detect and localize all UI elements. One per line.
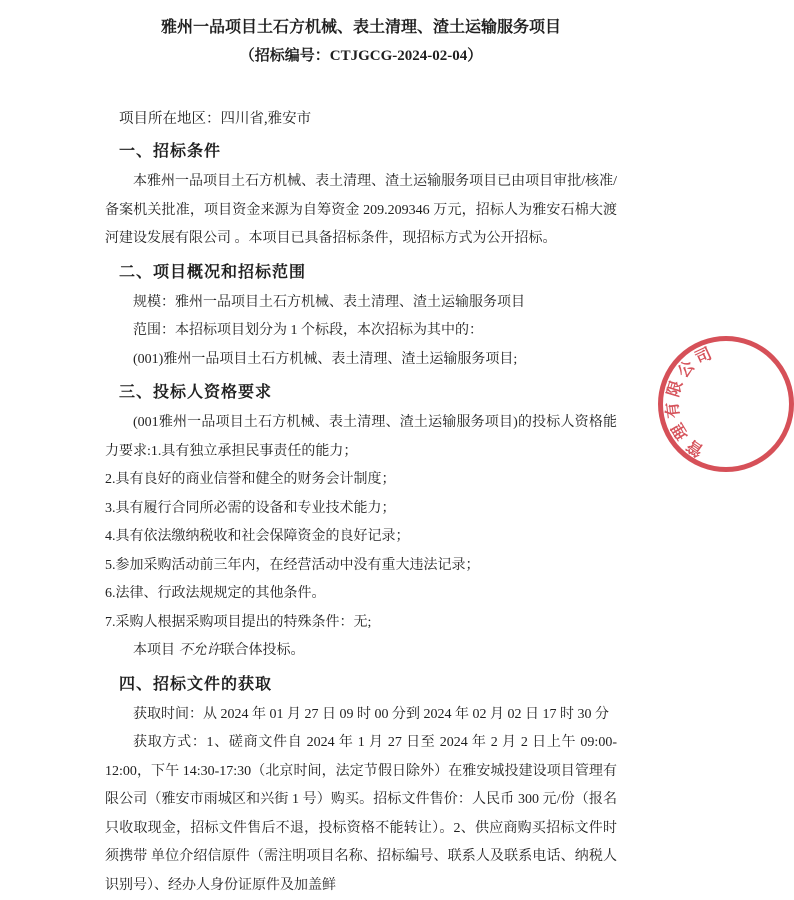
section-1-heading: 一、招标条件 [119, 143, 222, 160]
company-seal-char: 司 [692, 345, 715, 368]
company-seal-char: 理 [669, 420, 692, 443]
qualification-item-7: 7.采购人根据采购项目提出的特殊条件：无; [105, 614, 372, 630]
qualification-item-5: 5.参加采购活动前三年内，在经营活动中没有重大违法记录； [105, 557, 480, 573]
qualification-item-6: 6.法律、行政法规规定的其他条件。 [105, 586, 326, 601]
lot-001: (001)雅州一品项目土石方机械、表土清理、渣土运输服务项目; [133, 351, 518, 367]
company-seal-char: 管 [684, 435, 708, 459]
company-seal-char: 公 [674, 358, 699, 382]
qualification-item-4: 4.具有依法缴纳税收和社会保障资金的良好记录； [105, 529, 410, 544]
tender-number: （招标编号：CTJGCG-2024-02-04） [239, 48, 483, 64]
qualification-item-3: 3.具有履行合同所必需的设备和专业技术能力； [105, 500, 396, 516]
obtain-method: 获取方式：1、磋商文件自 2024 年 1 月 27 日至 2024 年 2 月 2 日上午 09:00-12:00，下午 14:30-17:30（北京时间，法定节假日除外）在雅安城投建设项目管理有限公司（雅安市雨城区和兴街 1 号）购买。招标文件售价：人民币 300 元/份（报名只收取现金，招标文件售后不退，投标资格不能转让）。2、供应商购买招标文件时须携带 单位介绍信原件（需注明项目名称、招标编号、联系人及联系电话、纳税人识别号）、经办人身份证原件及加盖鲜 [105, 735, 617, 893]
qualification-intro: (001雅州一品项目土石方机械、表土清理、渣土运输服务项目)的投标人资格能力要求:1.具有独立承担民事责任的能力； [105, 415, 617, 459]
section-1-body: 本雅州一品项目土石方机械、表土清理、渣土运输服务项目已由项目审批/核准/备案机关批准，项目资金来源为自筹资金 209.209346 万元，招标人为雅安石棉大渡河建设发展有限公司 。本项目已具备招标条件，现招标方式为公开招标。 [105, 174, 617, 246]
joint-bid-not-allowed: 不允许 [178, 643, 221, 658]
section-2-heading: 二、项目概况和招标范围 [119, 263, 307, 281]
obtain-time: 获取时间：从 2024 年 01 月 27 日 09 时 00 分到 2024 年 02 月 02 日 17 时 30 分 [133, 706, 609, 722]
joint-bid-prefix: 本项目 [133, 643, 179, 658]
document-title: 雅州一品项目土石方机械、表土清理、渣土运输服务项目 [160, 19, 561, 36]
section-4-heading: 四、招标文件的获取 [119, 675, 273, 693]
joint-bid-suffix: 联合体投标。 [220, 643, 305, 658]
project-location: 项目所在地区：四川省,雅安市 [119, 111, 312, 127]
section-3-heading: 三、投标人资格要求 [119, 384, 273, 401]
company-seal-char: 限 [665, 378, 686, 400]
project-scale: 规模：雅州一品项目土石方机械、表土清理、渣土运输服务项目 [133, 294, 525, 310]
project-scope: 范围：本招标项目划分为 1 个标段，本次招标为其中的： [133, 323, 483, 338]
joint-bid-statement [105, 637, 617, 666]
qualification-item-2: 2.具有良好的商业信誉和健全的财务会计制度； [105, 472, 396, 487]
company-seal-char: 有 [664, 401, 683, 420]
